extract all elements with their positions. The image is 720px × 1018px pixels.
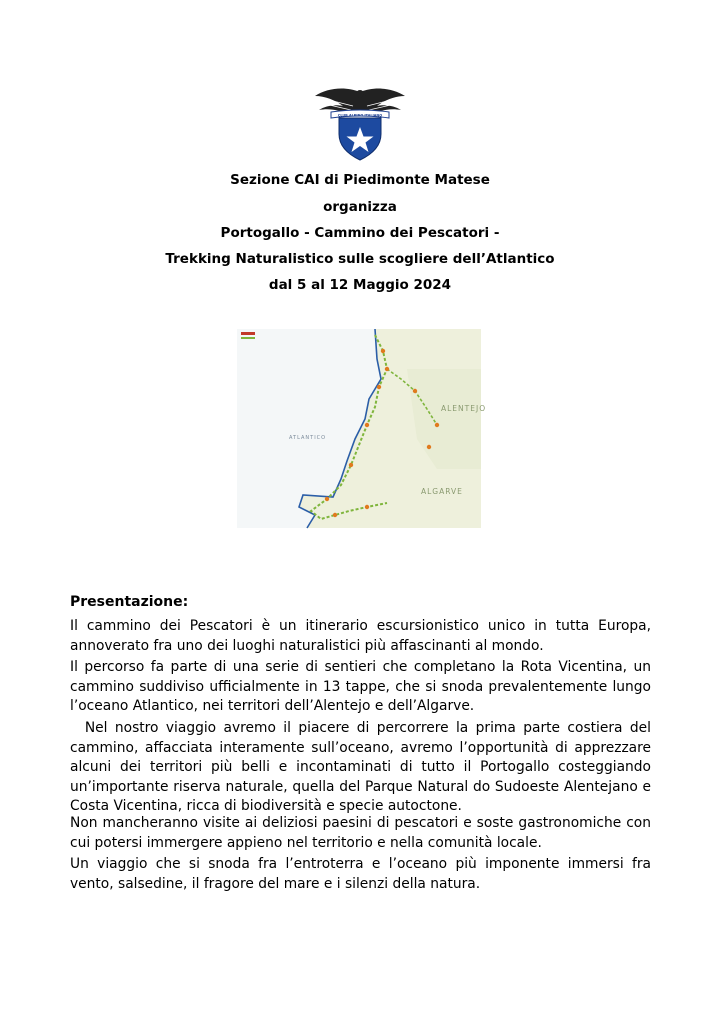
- logo-banner-text: CLUB ALPINO ITALIANO: [337, 113, 383, 118]
- paragraph-2: Il percorso fa parte di una serie di sentieri che completano la Rota Vicentina, un cammino suddiviso ufficialmente in 13 tappe, che si snoda prevalentemente lungo l’oceano Atlantico, nei territori dell’Alentejo e dell’Algarve.: [70, 659, 651, 714]
- heading-subtitle: Trekking Naturalistico sulle scogliere dell’Atlantico: [165, 251, 555, 267]
- paragraph-4: Non mancheranno visite ai deliziosi paesini di pescatori e soste gastronomiche con cui potersi immergere appieno nel territorio e nella comunità locale.: [70, 815, 651, 851]
- heading-title: Portogallo - Cammino dei Pescatori -: [220, 225, 500, 241]
- paragraph-3: Nel nostro viaggio avremo il piacere di percorrere la prima parte costiera del cammino, affacciata interamente sull’oceano, avremo l’opportunità di apprezzare alcuni dei territori più belli e incontaminati di tutto il Portogallo costeggiando un’importante riserva naturale, quella del Parque Natural do Sudoeste Alentejano e Costa Vicentina, ricca di biodiversità e specie autoctone.: [70, 720, 656, 814]
- cai-logo-icon: [313, 84, 407, 164]
- route-map-image: [237, 329, 487, 528]
- section-title-presentazione: Presentazione:: [70, 594, 189, 610]
- map-label-algarve: ALGARVE: [421, 487, 463, 496]
- heading-organizza: organizza: [323, 199, 397, 215]
- paragraph-5: Un viaggio che si snoda fra l’entroterra e l’oceano più imponente immersi fra vento, salsedine, il fragore del mare e i silenzi della natura.: [70, 856, 651, 892]
- heading-section: Sezione CAI di Piedimonte Matese: [230, 172, 490, 188]
- map-label-alentejo: ALENTEJO: [441, 404, 487, 413]
- paragraph-1: Il cammino dei Pescatori è un itinerario escursionistico unico in tutta Europa, annoverato fra uno dei luoghi naturalistici più affascinanti al mondo.: [70, 618, 651, 654]
- map-label-atlantico: ATLANTICO: [289, 435, 327, 441]
- heading-dates: dal 5 al 12 Maggio 2024: [268, 277, 452, 293]
